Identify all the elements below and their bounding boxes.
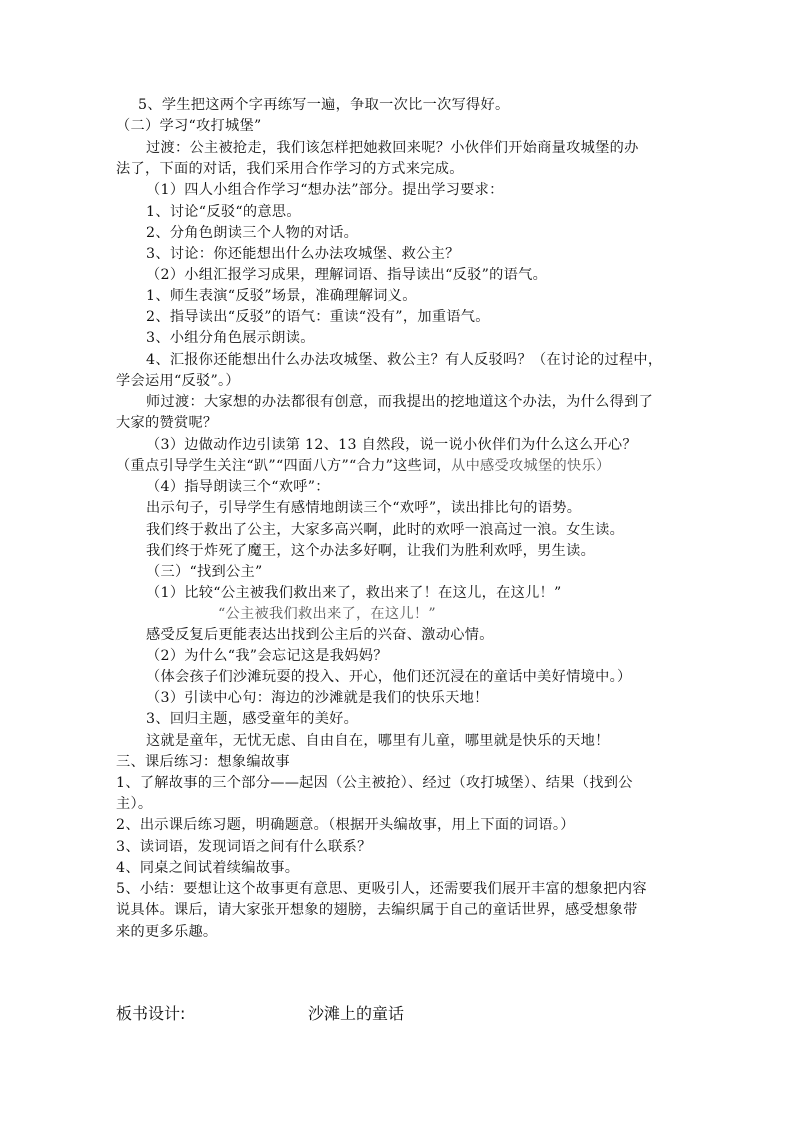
text-line: 5、学生把这两个字再练写一遍，争取一次比一次写得好。	[138, 97, 510, 113]
text-line: 3、回归主题，感受童年的美好。	[146, 711, 359, 727]
text-line: 1、了解故事的三个部分——起因（公主被抢）、经过（攻打城堡）、结果（找到公	[116, 775, 633, 791]
text-line: 3、读词语，发现词语之间有什么联系？	[116, 839, 372, 855]
text-line: 来的更多乐趣。	[116, 924, 218, 940]
text-line: 1、师生表演“反驳”场景，准确理解词义。	[146, 288, 417, 304]
text-line: 4、同桌之间试着续编故事。	[116, 860, 300, 876]
text-line: （4）指导朗读三个“欢呼”：	[146, 479, 330, 495]
text-line: （体会孩子们沙滩玩耍的投入、开心，他们还沉浸在的童话中美好情境中。）	[146, 669, 632, 685]
text-line: 2、出示课后练习题，明确题意。（根据开头编故事，用上下面的词语。）	[116, 817, 575, 833]
text-line: （2）为什么“我”会忘记这是我妈妈？	[146, 648, 388, 664]
text-line: 2、指导读出“反驳”的语气：重读“没有”，加重语气。	[146, 309, 490, 325]
text-line: 1、讨论“反驳“的意思。	[146, 204, 301, 220]
text-line: 这就是童年，无忧无虑、自由自在，哪里有儿童，哪里就是快乐的天地！	[146, 733, 610, 749]
text-line: 过渡：公主被抢走，我们该怎样把她救回来呢？小伙伴们开始商量攻城堡的办	[146, 140, 639, 156]
text-line: 法了，下面的对话，我们采用合作学习的方式来完成。	[116, 161, 464, 177]
text-line	[116, 456, 610, 476]
text-line: （3）边做动作边引读第 12、13 自然段，说一说小伙伴们为什么这么开心？	[146, 437, 637, 453]
text-line: （2）小组汇报学习成果，理解词语、指导读出“反驳”的语气。	[146, 267, 548, 283]
section-heading: （二）学习“攻打城堡”	[116, 118, 262, 134]
text-line: （1）比较“公主被我们救出来了，救出来了！在这儿，在这儿！”	[146, 585, 562, 601]
text-fragment-gray: 从中感受攻城堡的快乐）	[451, 458, 611, 474]
text-line: 4、汇报你还能想出什么办法攻城堡、救公主？有人反驳吗？（在讨论的过程中，	[146, 352, 663, 368]
text-line: 说具体。课后，请大家张开想象的翅膀，去编织属于自己的童话世界，感受想象带	[116, 902, 638, 918]
text-line: 师过渡：大家想的办法都很有创意，而我提出的挖地道这个办法，为什么得到了	[146, 394, 654, 410]
text-line: 3、小组分角色展示朗读。	[146, 330, 315, 346]
text-line: 出示句子，引导学生有感情地朗读三个“欢呼”，读出排比句的语势。	[146, 500, 582, 516]
text-line: （3）引读中心句：海边的沙滩就是我们的快乐天地！	[146, 690, 489, 706]
text-line: 主）。	[116, 796, 153, 812]
section-heading: （三）“找到公主”	[146, 564, 263, 580]
text-line: “公主被我们救出来了，在这儿！”	[218, 606, 436, 622]
section-heading: 三、课后练习：想象编故事	[116, 754, 290, 770]
board-design-label: 板书设计:	[116, 1004, 186, 1023]
text-fragment: （重点引导学生关注“趴”“四面八方”“合力”这些词，	[116, 458, 452, 474]
text-line: 5、小结：要想让这个故事更有意思、更吸引人，还需要我们展开丰富的想象把内容	[116, 881, 647, 897]
text-line: （1）四人小组合作学习“想办法”部分。提出学习要求：	[146, 182, 504, 198]
text-line: 3、讨论：你还能想出什么办法攻城堡、救公主？	[146, 246, 460, 262]
text-line: 我们终于救出了公主，大家多高兴啊，此时的欢呼一浪高过一浪。女生读。	[146, 522, 625, 538]
text-line: 我们终于炸死了魔王，这个办法多好啊，让我们为胜利欢呼，男生读。	[146, 543, 596, 559]
text-line: 学会运用“反驳”。）	[116, 373, 240, 389]
text-line: 2、分角色朗读三个人物的对话。	[146, 225, 359, 241]
text-line: 感受反复后更能表达出找到公主后的兴奋、激动心情。	[146, 627, 494, 643]
text-line: 大家的赞赏呢？	[116, 415, 218, 431]
board-design-title: 沙滩上的童话	[308, 1004, 405, 1023]
